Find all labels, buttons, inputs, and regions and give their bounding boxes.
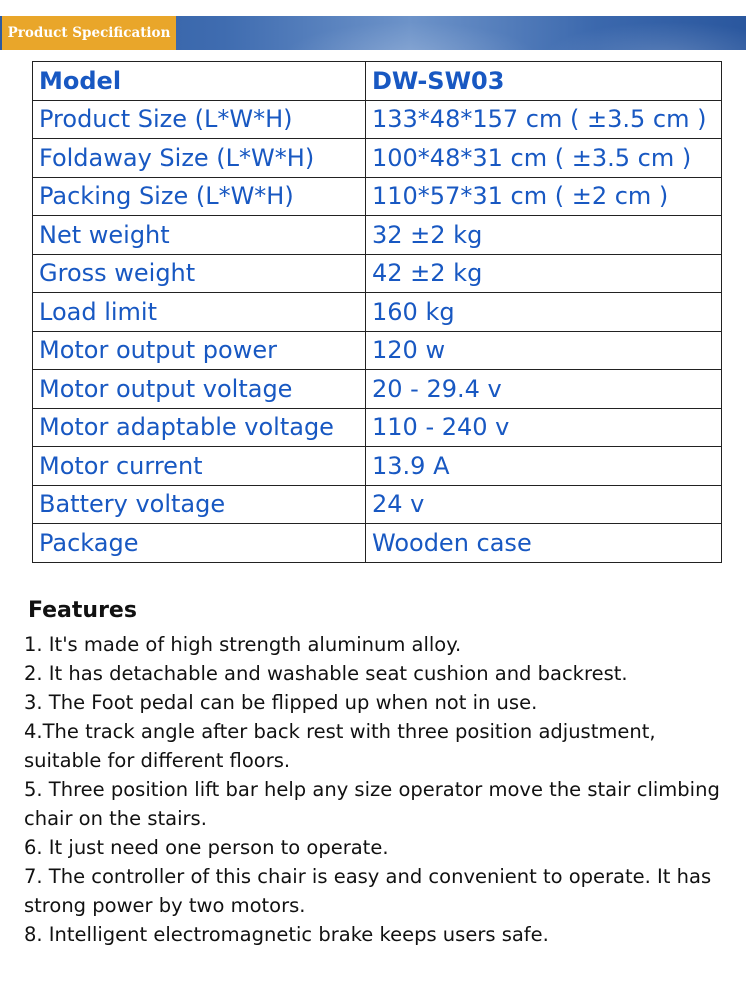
spec-label: Net weight <box>33 216 366 255</box>
spec-value: 160 kg <box>366 293 722 332</box>
spec-label: Gross weight <box>33 254 366 293</box>
feature-item: 7. The controller of this chair is easy and convenient to operate. It has strong power by two motors. <box>24 865 712 917</box>
table-row <box>33 524 722 563</box>
table-row <box>33 331 722 370</box>
spec-label: Package <box>33 524 366 563</box>
spec-value: 24 v <box>366 485 722 524</box>
spec-value: 100*48*31 cm ( ±3.5 cm ) <box>366 139 722 178</box>
spec-value: 110*57*31 cm ( ±2 cm ) <box>366 177 722 216</box>
spec-value: Wooden case <box>366 524 722 563</box>
table-row <box>33 485 722 524</box>
feature-item: 1. It's made of high strength aluminum alloy. <box>24 633 462 656</box>
section-banner <box>0 16 746 50</box>
spec-label: Battery voltage <box>33 485 366 524</box>
spec-value: 32 ±2 kg <box>366 216 722 255</box>
feature-item: 2. It has detachable and washable seat cushion and backrest. <box>24 662 628 685</box>
spec-label: Motor current <box>33 447 366 486</box>
feature-item: 8. Intelligent electromagnetic brake keeps users safe. <box>24 923 549 946</box>
features-heading: Features <box>28 598 137 623</box>
table-row <box>33 216 722 255</box>
spec-label: Motor output voltage <box>33 370 366 409</box>
spec-value: DW-SW03 <box>366 62 722 101</box>
spec-value: 133*48*157 cm ( ±3.5 cm ) <box>366 100 722 139</box>
spec-label: Model <box>33 62 366 101</box>
banner-title: Product Specification <box>2 16 176 50</box>
spec-value: 20 - 29.4 v <box>366 370 722 409</box>
spec-value: 42 ±2 kg <box>366 254 722 293</box>
spec-value: 13.9 A <box>366 447 722 486</box>
table-row <box>33 139 722 178</box>
table-row <box>33 100 722 139</box>
feature-item: 6. It just need one person to operate. <box>24 836 389 859</box>
spec-label: Load limit <box>33 293 366 332</box>
table-row <box>33 177 722 216</box>
table-row <box>33 254 722 293</box>
banner-decoration <box>520 16 746 50</box>
spec-value: 120 w <box>366 331 722 370</box>
table-row <box>33 370 722 409</box>
features-section <box>24 596 736 949</box>
spec-label: Product Size (L*W*H) <box>33 100 366 139</box>
spec-value: 110 - 240 v <box>366 408 722 447</box>
spec-label: Foldaway Size (L*W*H) <box>33 139 366 178</box>
banner-decoration <box>260 16 560 50</box>
table-row <box>33 62 722 101</box>
specification-table <box>32 61 722 563</box>
feature-item: 3. The Foot pedal can be flipped up when not in use. <box>24 691 538 714</box>
spec-label: Motor output power <box>33 331 366 370</box>
spec-label: Motor adaptable voltage <box>33 408 366 447</box>
feature-item: 5. Three position lift bar help any size operator move the stair climbing chair on the stairs. <box>24 778 720 830</box>
table-row <box>33 293 722 332</box>
table-row <box>33 447 722 486</box>
table-row <box>33 408 722 447</box>
spec-label: Packing Size (L*W*H) <box>33 177 366 216</box>
feature-item: 4.The track angle after back rest with three position adjustment, suitable for different floors. <box>24 720 656 772</box>
